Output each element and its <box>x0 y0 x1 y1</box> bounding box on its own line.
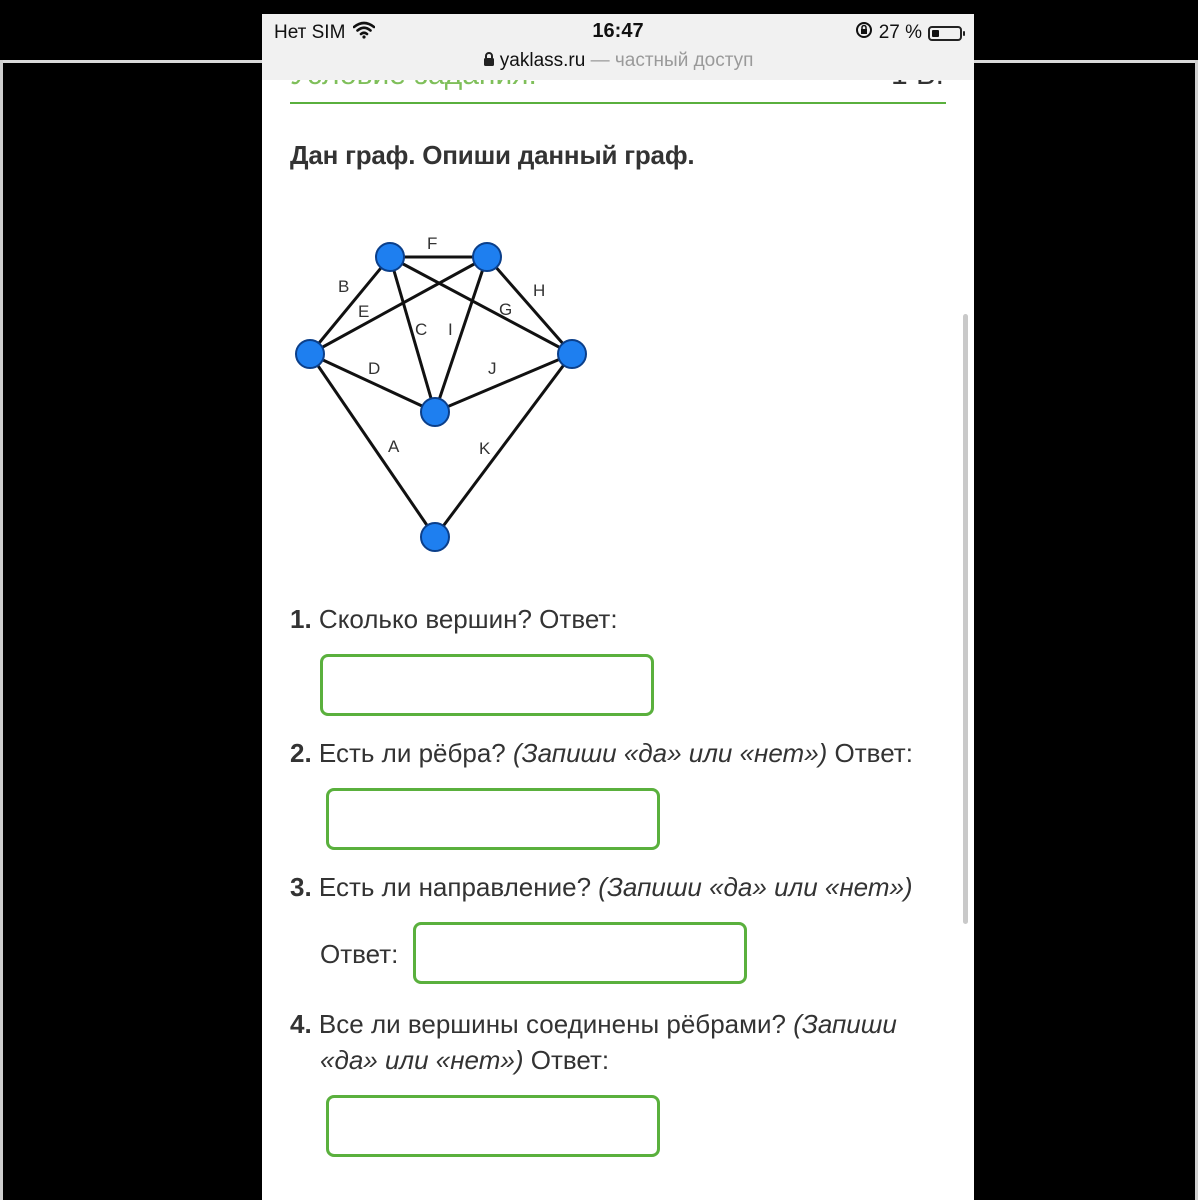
answer-label: Ответ: <box>530 1045 610 1075</box>
edge-label-f: F <box>427 234 438 253</box>
frame-left-line <box>0 60 3 1200</box>
edge-label-k: K <box>479 439 491 458</box>
lock-icon <box>483 50 500 71</box>
edge-label-h: H <box>533 281 546 300</box>
carrier-label: Нет SIM <box>274 22 346 43</box>
vertex <box>421 398 449 426</box>
question-4 <box>290 1006 930 1078</box>
edge-label-c: C <box>415 320 428 339</box>
question-text: Сколько вершин? Ответ: <box>318 604 618 634</box>
battery-percent: 27 % <box>878 22 922 43</box>
vertex <box>376 243 404 271</box>
edge-label-e: E <box>358 302 370 321</box>
clock: 16:47 <box>592 20 644 42</box>
orientation-lock-icon <box>855 21 873 45</box>
question-number: 4. <box>290 1009 312 1039</box>
edge-b <box>310 257 390 354</box>
task-statement: Дан граф. Опиши данный граф. <box>290 140 695 170</box>
browser-page <box>262 14 974 1200</box>
edge-label-d: D <box>368 359 381 378</box>
edge-label-g: G <box>499 300 513 319</box>
question-hint: (Запиши <box>793 1009 897 1039</box>
edge-label-i: I <box>448 320 453 339</box>
edge-label-j: J <box>488 359 497 378</box>
graph-diagram <box>290 214 590 554</box>
edge-c <box>390 257 435 412</box>
question-text: Есть ли направление? <box>318 872 592 902</box>
question-3 <box>290 872 913 903</box>
question-1 <box>290 604 618 635</box>
question-hint: (Запиши «да» или «нет») <box>598 872 913 902</box>
question-hint-line2: «да» или «нет») <box>320 1045 524 1075</box>
url-suffix: — частный доступ <box>590 50 754 71</box>
title-underline <box>290 102 946 104</box>
question-hint: (Запиши «да» или «нет») <box>513 738 828 768</box>
question-number: 3. <box>290 872 312 902</box>
battery-icon <box>928 26 962 41</box>
status-bar <box>262 14 974 50</box>
vertex <box>296 340 324 368</box>
edge-label-a: A <box>388 437 400 456</box>
answer-input-3[interactable] <box>413 922 747 984</box>
url-bar[interactable] <box>262 50 974 80</box>
question-number: 1. <box>290 604 312 634</box>
question-text: Есть ли рёбра? <box>318 738 506 768</box>
status-right <box>855 21 962 45</box>
vertex <box>473 243 501 271</box>
edge-label-b: B <box>338 277 350 296</box>
vertex <box>421 523 449 551</box>
answer-label: Ответ: <box>320 939 399 969</box>
question-number: 2. <box>290 738 312 768</box>
question-text: Все ли вершины соединены рёбрами? <box>318 1009 786 1039</box>
vertex <box>558 340 586 368</box>
answer-label: Ответ: <box>834 738 913 768</box>
url-domain: yaklass.ru <box>499 50 586 71</box>
question-2 <box>290 738 913 769</box>
answer-input-4[interactable] <box>326 1095 660 1157</box>
answer-input-1[interactable] <box>320 654 654 716</box>
scrollbar[interactable] <box>963 314 968 924</box>
answer-input-2[interactable] <box>326 788 660 850</box>
